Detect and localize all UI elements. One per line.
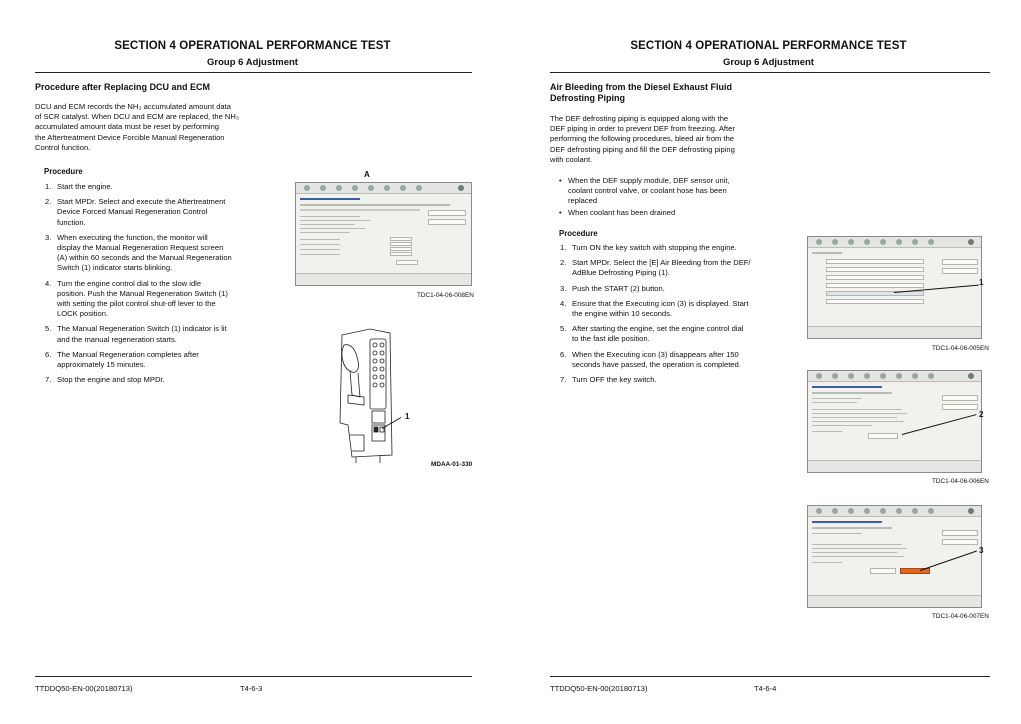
- footer-doc-id: TTDDQ50-EN-00(20180713): [550, 684, 648, 693]
- step-6: 6. When the Executing icon (3) disappears after 150 seconds have passed, the operation is completed.: [560, 349, 741, 369]
- group-title: Group 6 Adjustment: [723, 57, 814, 68]
- figure-b-callout-number: 1: [405, 412, 410, 421]
- right-page: [516, 0, 1021, 724]
- console-switch-drawing: [330, 325, 410, 465]
- figure-2-screenshot: [807, 370, 982, 473]
- footer-doc-id: TTDDQ50-EN-00(20180713): [35, 684, 133, 693]
- figure-1-caption: TDC1-04-06-005EN: [932, 345, 989, 352]
- step-6: 6. The Manual Regeneration completes after approximately 15 minutes.: [45, 349, 199, 370]
- procedure-steps: [560, 243, 800, 390]
- step-1: 1. Turn ON the key switch with stopping the engine.: [560, 243, 737, 252]
- header-rule: [35, 72, 472, 73]
- procedure-heading: Procedure after Replacing DCU and ECM: [35, 82, 211, 92]
- header-rule: [550, 72, 990, 73]
- figure-2-callout-number: 2: [979, 410, 984, 419]
- procedure-label: Procedure: [559, 229, 598, 238]
- bullet-item: • When the DEF supply module, DEF sensor unit, coolant control valve, or coolant hose has been replaced: [559, 176, 730, 206]
- step-3: 3. Push the START (2) button.: [560, 283, 665, 293]
- figure-a-screenshot: [295, 182, 472, 286]
- figure-b-caption: MDAA-01-330: [431, 461, 473, 468]
- step-5: 5. After starting the engine, set the engine control dial to the fast idle position.: [560, 324, 744, 344]
- step-4: 4. Turn the engine control dial to the slow idle position. Push the Manual Regeneration Switch (1) with setting the pilot control shut-off lever to the LOCK position.: [45, 278, 228, 319]
- figure-3-callout-number: 3: [979, 546, 984, 555]
- intro-paragraph: The DEF defrosting piping is equipped along with the DEF piping in order to prevent DEF from freezing. After performing the following procedures, bleed air from the DEF defrosting piping and fill the DEF defrosting piping with coolant.: [550, 114, 735, 164]
- condition-bullets: [559, 176, 794, 219]
- figure-a-caption: TDC1-04-06-008EN: [417, 292, 474, 299]
- step-7: 7. Stop the engine and stop MPDr.: [45, 375, 165, 385]
- footer-page-number: T4-6-4: [754, 684, 777, 693]
- step-2: 2. Start MPDr. Select and execute the Aftertreatment Device Forced Manual Regeneration Control function.: [45, 197, 226, 227]
- left-page: [0, 0, 505, 724]
- footer-page-number: T4-6-3: [240, 684, 263, 693]
- step-4: 4. Ensure that the Executing icon (3) is displayed. Start the engine within 10 seconds.: [560, 298, 749, 319]
- figure-2-caption: TDC1-04-06-006EN: [932, 478, 989, 485]
- bullet-item: • When coolant has been drained: [559, 207, 676, 217]
- step-1: 1. Start the engine.: [45, 182, 113, 191]
- group-title: Group 6 Adjustment: [207, 57, 298, 68]
- figure-1-callout-number: 1: [979, 278, 984, 287]
- footer-rule: [35, 676, 472, 677]
- intro-paragraph: DCU and ECM records the NH₃ accumulated amount data of SCR catalyst. When DCU and ECM are replaced, the NH₃ accumulated amount data must be reset by performing the Aftertreatment Device Forcible Manual Regeneration Control function.: [35, 102, 239, 152]
- air-bleeding-heading: Air Bleeding from the Diesel Exhaust Fluid Defrosting Piping: [550, 82, 733, 103]
- step-2: 2. Start MPDr. Select the [E] Air Bleeding from the DEF/ AdBlue Defrosting Piping (1).: [560, 258, 751, 278]
- footer-rule: [550, 676, 990, 677]
- section-title: SECTION 4 OPERATIONAL PERFORMANCE TEST: [114, 40, 391, 52]
- step-5: 5. The Manual Regeneration Switch (1) indicator is lit and the manual regeneration starts.: [45, 324, 227, 344]
- step-3: 3. When executing the function, the monitor will display the Manual Regeneration Request screen (A) within 60 seconds and the Manual Regeneration Switch (1) indicator starts blinking.: [45, 232, 232, 273]
- figure-a-label: A: [364, 170, 370, 179]
- figure-3-caption: TDC1-04-06-007EN: [932, 613, 989, 620]
- procedure-label: Procedure: [44, 167, 83, 176]
- procedure-steps: [45, 182, 285, 390]
- section-title: SECTION 4 OPERATIONAL PERFORMANCE TEST: [630, 40, 907, 52]
- step-7: 7. Turn OFF the key switch.: [560, 375, 657, 385]
